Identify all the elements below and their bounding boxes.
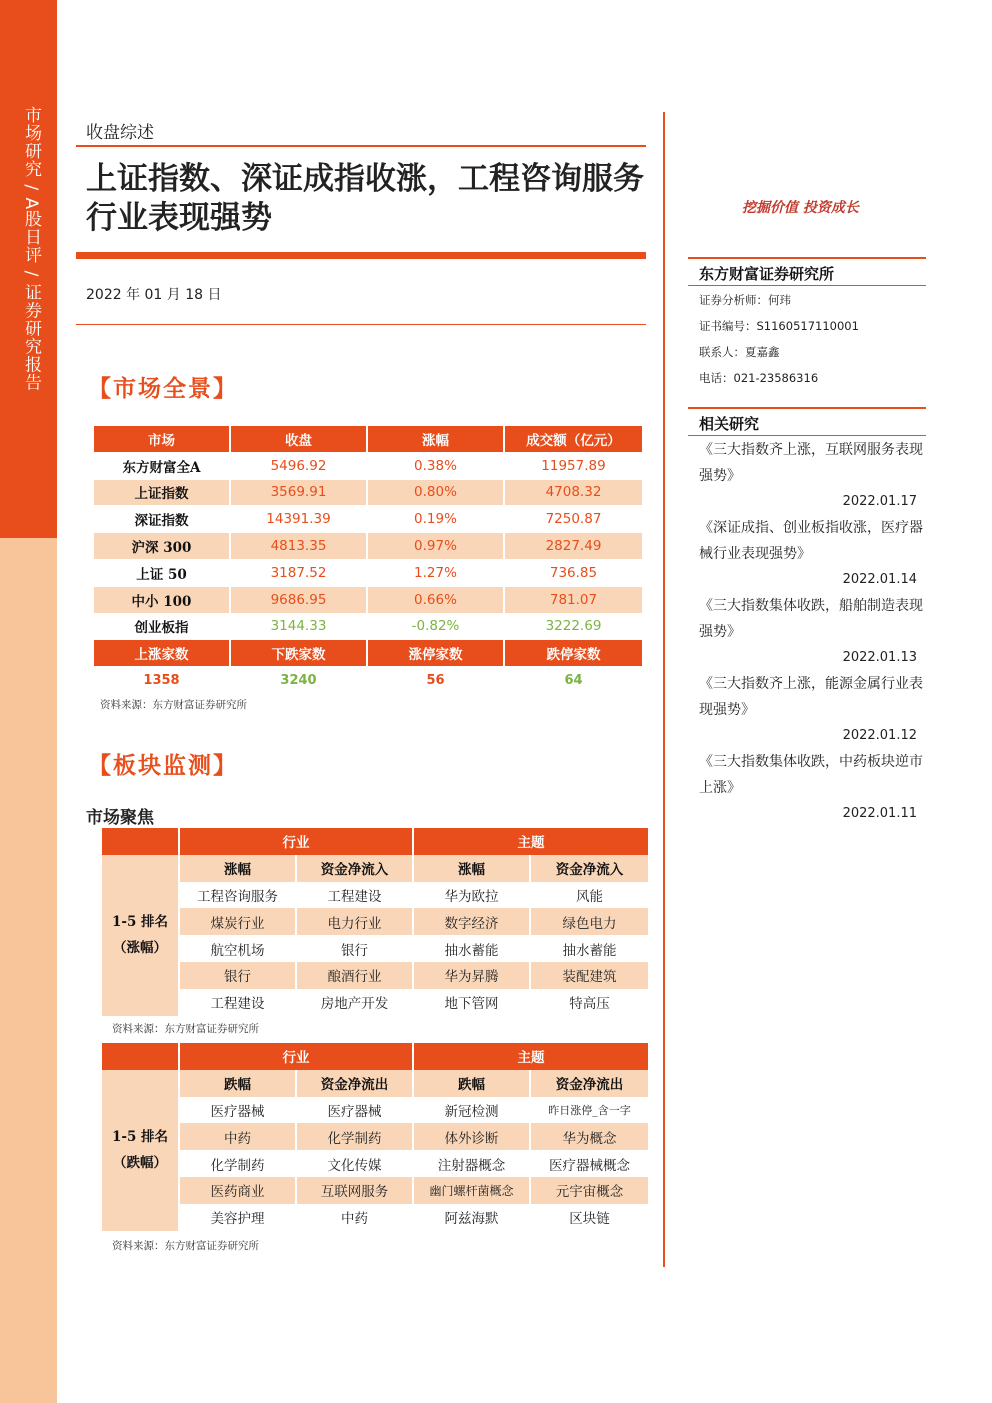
market-name: 沪深 300 [94,533,231,560]
related-report-link[interactable]: 《三大指数齐上涨，互联网服务表现强势》 [699,442,923,484]
change-value: 0.97% [368,533,505,560]
table-cell: 美容护理 [180,1204,297,1231]
table-row [102,1177,648,1204]
related-report-date: 2022.01.11 [842,806,917,821]
analyst-name: 证券分析师：何玮 [699,293,791,307]
table-header-row [94,426,642,453]
market-name: 东方财富全A [94,453,231,480]
table-row [94,480,642,507]
column-header: 上涨家数 [94,640,231,667]
report-title: 上证指数、深证成指收涨，工程咨询服务行业表现强势 [86,161,644,236]
institute-name: 东方财富证券研究所 [699,265,835,283]
change-value: -0.82% [368,614,505,641]
table-row [102,1123,648,1150]
sub-header: 涨幅 [180,855,297,882]
volume-value: 736.85 [505,560,642,587]
title-rule [76,252,646,259]
table-row [94,533,642,560]
table-cell: 文化传媒 [297,1150,414,1177]
table-cell: 体外诊断 [414,1123,531,1150]
group-header-theme: 主题 [414,1043,648,1070]
slogan: 挖掘价值 投资成长 [742,200,859,216]
related-report-date: 2022.01.17 [842,494,917,509]
rank-label [102,1070,180,1231]
table-cell: 昨日涨停_含一字 [531,1097,648,1124]
market-focus-heading: 市场聚焦 [86,808,154,828]
table-cell: 化学制药 [180,1150,297,1177]
close-value: 3187.52 [231,560,368,587]
table-cell: 银行 [180,962,297,989]
group-header-industry: 行业 [180,1043,414,1070]
contact-person: 联系人：夏嘉鑫 [699,345,780,359]
rank-label-line1: 1-5 排名 [111,1129,169,1146]
market-name: 上证 50 [94,560,231,587]
limit-down-count: 64 [505,667,642,694]
market-name: 中小 100 [94,587,231,614]
table-row [102,1204,648,1231]
market-name: 创业板指 [94,614,231,641]
table-cell: 数字经济 [414,908,531,935]
gainers-source-note: 资料来源：东方财富证券研究所 [112,1023,259,1035]
volume-value: 4708.32 [505,480,642,507]
close-value: 3144.33 [231,614,368,641]
sub-header: 资金净流入 [531,855,648,882]
market-overview-table [94,426,642,694]
table-row [102,1097,648,1124]
column-header: 市场 [94,426,231,453]
sub-header: 资金净流入 [297,855,414,882]
volume-value: 781.07 [505,587,642,614]
table-cell: 华为欧拉 [414,882,531,909]
table-cell: 工程咨询服务 [180,882,297,909]
rank-label-line2: （涨幅） [113,940,167,957]
related-rule-bottom [688,435,926,436]
volume-value: 3222.69 [505,614,642,641]
table-cell: 工程建设 [297,882,414,909]
table-cell: 华为昇腾 [414,962,531,989]
market-overview-heading: 【市场全景】 [88,375,238,402]
table-cell: 华为概念 [531,1123,648,1150]
table-row [102,882,648,909]
count-header-row [94,640,642,667]
table-row [94,587,642,614]
table-cell: 医疗器械 [180,1097,297,1124]
table-cell: 煤炭行业 [180,908,297,935]
date-rule [76,324,646,325]
sector-monitor-heading: 【板块监测】 [88,752,238,779]
table-cell: 互联网服务 [297,1177,414,1204]
table-cell: 风能 [531,882,648,909]
close-value: 14391.39 [231,506,368,533]
volume-value: 11957.89 [505,453,642,480]
sidebar-light-bar [0,538,57,1403]
limit-up-count: 56 [368,667,505,694]
table-cell: 化学制药 [297,1123,414,1150]
sub-header: 资金净流出 [297,1070,414,1097]
table-cell: 特高压 [531,989,648,1016]
institute-rule [688,257,926,259]
sub-header: 资金净流出 [531,1070,648,1097]
volume-value: 7250.87 [505,506,642,533]
table-row [102,935,648,962]
table-cell: 抽水蓄能 [414,935,531,962]
group-header-industry: 行业 [180,828,414,855]
table-cell: 幽门螺杆菌概念 [414,1177,531,1204]
table-row [102,908,648,935]
table-cell: 电力行业 [297,908,414,935]
table-cell: 绿色电力 [531,908,648,935]
market-name: 上证指数 [94,480,231,507]
table-cell: 阿兹海默 [414,1204,531,1231]
table-cell: 银行 [297,935,414,962]
table-cell: 医疗器械 [297,1097,414,1124]
close-value: 5496.92 [231,453,368,480]
column-divider [663,112,665,1267]
count-row [94,667,642,694]
table-cell: 新冠检测 [414,1097,531,1124]
up-count: 1358 [94,667,231,694]
table-row [94,453,642,480]
institute-rule-bottom [688,285,926,286]
change-value: 0.19% [368,506,505,533]
table-cell: 区块链 [531,1204,648,1231]
column-header: 收盘 [231,426,368,453]
column-header: 下跌家数 [231,640,368,667]
related-rule [688,407,926,409]
related-report-link[interactable]: 《三大指数集体收跌，船舶制造表现强势》 [699,598,923,640]
table-cell: 医药商业 [180,1177,297,1204]
volume-value: 2827.49 [505,533,642,560]
table-cell: 地下管网 [414,989,531,1016]
losers-source-note: 资料来源：东方财富证券研究所 [112,1240,259,1252]
column-header: 成交额（亿元） [505,426,642,453]
table-cell: 元宇宙概念 [531,1177,648,1204]
related-report-link[interactable]: 《三大指数集体收跌，中药板块逆市上涨》 [699,754,923,796]
market-source-note: 资料来源：东方财富证券研究所 [100,699,247,711]
column-header: 涨幅 [368,426,505,453]
table-cell: 工程建设 [180,989,297,1016]
rank-label-line2: （跌幅） [113,1155,167,1172]
table-cell: 航空机场 [180,935,297,962]
related-report-link[interactable]: 《三大指数齐上涨，能源金属行业表现强势》 [699,676,923,718]
table-cell: 抽水蓄能 [531,935,648,962]
change-value: 0.66% [368,587,505,614]
close-value: 9686.95 [231,587,368,614]
rank-label [102,855,180,1016]
sub-header: 跌幅 [414,1070,531,1097]
market-name: 深证指数 [94,506,231,533]
gainers-table [102,828,648,1016]
column-header: 跌停家数 [505,640,642,667]
related-report-date: 2022.01.13 [842,650,917,665]
corner-cell [102,828,180,855]
certificate-number: 证书编号：S1160517110001 [699,319,859,333]
sub-header-row [102,1070,648,1097]
header-rule [76,145,646,147]
related-report-date: 2022.01.14 [842,572,917,587]
table-cell: 中药 [297,1204,414,1231]
related-report-link[interactable]: 《深证成指、创业板指收涨，医疗器械行业表现强势》 [699,520,923,562]
group-header-theme: 主题 [414,828,648,855]
table-row [102,962,648,989]
sub-header-row [102,855,648,882]
group-header-row [102,1043,648,1070]
table-cell: 酿酒行业 [297,962,414,989]
close-value: 4813.35 [231,533,368,560]
table-cell: 注射器概念 [414,1150,531,1177]
phone-number: 电话：021-23586316 [699,371,819,385]
table-cell: 房地产开发 [297,989,414,1016]
report-date: 2022 年 01 月 18 日 [86,287,222,303]
table-row [94,614,642,641]
corner-cell [102,1043,180,1070]
section-label: 收盘综述 [86,123,154,143]
table-row [102,1150,648,1177]
change-value: 1.27% [368,560,505,587]
change-value: 0.38% [368,453,505,480]
rank-label-line1: 1-5 排名 [111,914,169,931]
group-header-row [102,828,648,855]
table-cell: 中药 [180,1123,297,1150]
table-row [94,506,642,533]
column-header: 涨停家数 [368,640,505,667]
related-research-heading: 相关研究 [699,415,760,433]
table-cell: 医疗器械概念 [531,1150,648,1177]
losers-table [102,1043,648,1231]
table-cell: 装配建筑 [531,962,648,989]
table-row [94,560,642,587]
close-value: 3569.91 [231,480,368,507]
table-row [102,989,648,1016]
sub-header: 跌幅 [180,1070,297,1097]
down-count: 3240 [231,667,368,694]
change-value: 0.80% [368,480,505,507]
related-report-date: 2022.01.12 [842,728,917,743]
sidebar-category-text: 市场研究 / A股日评 / 证券研究报告 [21,106,41,392]
sub-header: 涨幅 [414,855,531,882]
